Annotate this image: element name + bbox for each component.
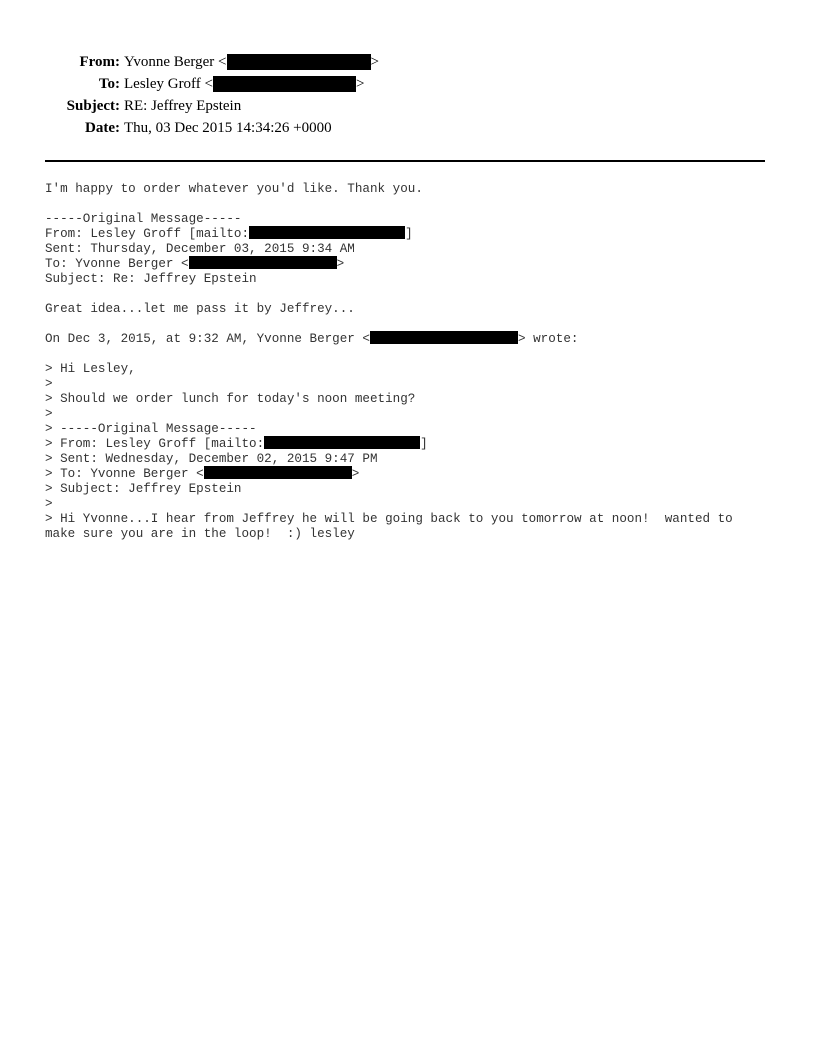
lesley-reply-line: Great idea...let me pass it by Jeffrey...: [45, 302, 355, 316]
redaction-box: [227, 54, 371, 70]
to-name: Lesley Groff <: [124, 76, 213, 92]
date-row: [0, 117, 816, 139]
from-row: [0, 51, 816, 73]
original-to-line: To: Yvonne Berger < >: [45, 257, 345, 271]
to-row: [0, 73, 816, 95]
from-label: From:: [79, 54, 120, 70]
quoted-from-line: > From: Lesley Groff [mailto: ]: [45, 437, 428, 451]
redaction-box: [204, 466, 352, 479]
email-body: [45, 182, 770, 542]
quoted-original-divider: > -----Original Message-----: [45, 422, 257, 436]
original-message-divider: -----Original Message-----: [45, 212, 242, 226]
redaction-box: [264, 436, 420, 449]
quoted-line: >: [45, 377, 53, 391]
quoted-line: > Should we order lunch for today's noon meeting?: [45, 392, 416, 406]
header-divider: [45, 160, 765, 162]
email-header: [0, 51, 816, 139]
original-from-line: From: Lesley Groff [mailto: ]: [45, 227, 413, 241]
redaction-box: [249, 226, 405, 239]
quoted-line: >: [45, 407, 53, 421]
redaction-box: [370, 331, 518, 344]
subject-label: Subject:: [66, 98, 120, 114]
quoted-subject-line: > Subject: Jeffrey Epstein: [45, 482, 242, 496]
subject-row: [0, 95, 816, 117]
to-close: >: [356, 76, 365, 92]
original-sent-line: Sent: Thursday, December 03, 2015 9:34 AM: [45, 242, 355, 256]
quoted-sent-line: > Sent: Wednesday, December 02, 2015 9:47 PM: [45, 452, 378, 466]
quoted-line: > Hi Lesley,: [45, 362, 136, 376]
attribution-line: On Dec 3, 2015, at 9:32 AM, Yvonne Berger < > wrote:: [45, 332, 579, 346]
quoted-to-line: > To: Yvonne Berger < >: [45, 467, 360, 481]
from-name: Yvonne Berger <: [124, 54, 227, 70]
quoted-final-message: > Hi Yvonne...I hear from Jeffrey he will be going back to you tomorrow at noon! wanted to make sure you are in the loop! :) lesley: [45, 512, 741, 541]
reply-line: I'm happy to order whatever you'd like. Thank you.: [45, 182, 423, 196]
from-close: >: [370, 54, 379, 70]
subject-value: RE: Jeffrey Epstein: [124, 98, 242, 114]
date-label: Date:: [85, 120, 120, 136]
redaction-box: [189, 256, 337, 269]
date-value: Thu, 03 Dec 2015 14:34:26 +0000: [124, 120, 332, 136]
redaction-box: [213, 76, 356, 92]
to-label: To:: [98, 76, 120, 92]
quoted-line: >: [45, 497, 53, 511]
original-subject-line: Subject: Re: Jeffrey Epstein: [45, 272, 257, 286]
